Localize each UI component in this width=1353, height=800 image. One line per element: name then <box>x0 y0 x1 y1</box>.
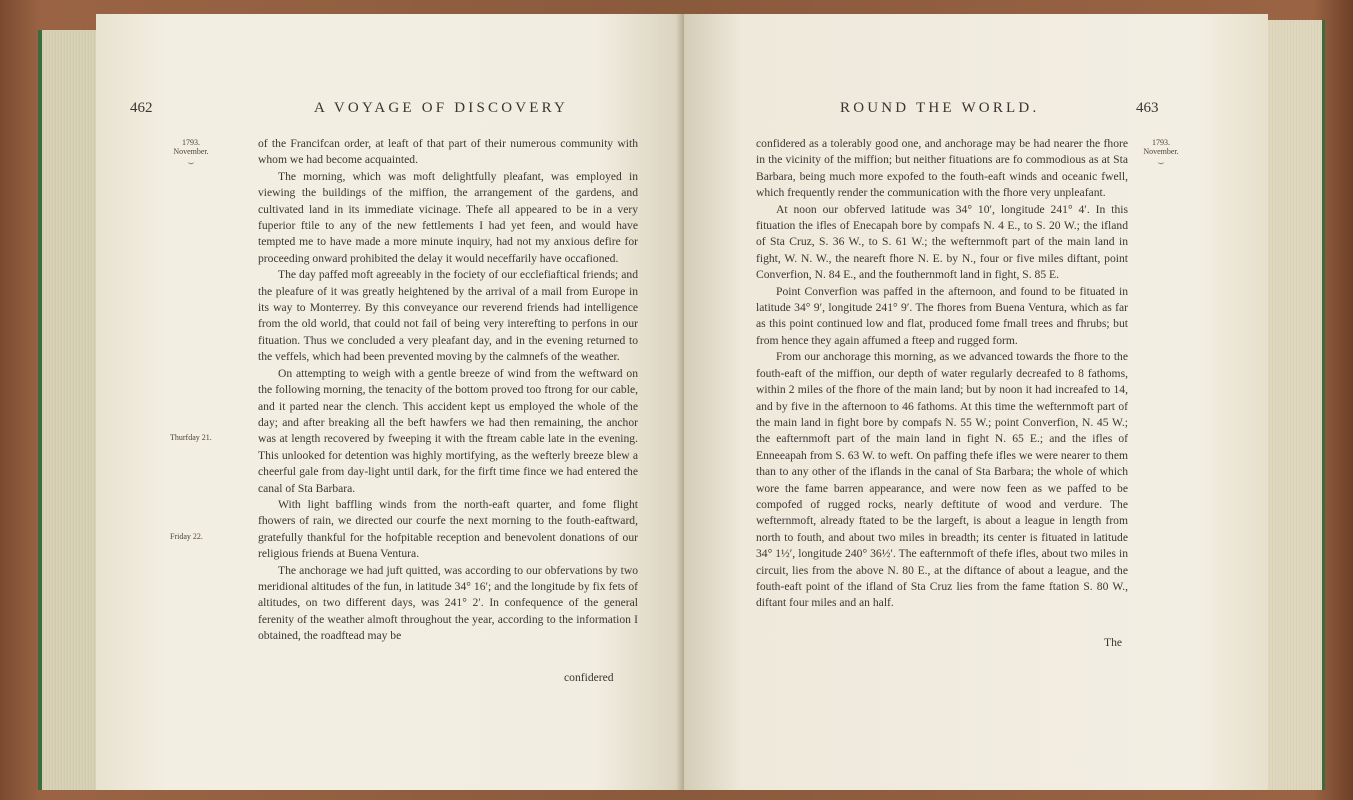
body-text-left <box>258 136 638 645</box>
catchword-left: confidered <box>564 671 614 684</box>
right-page <box>684 14 1268 790</box>
running-header-left: A VOYAGE OF DISCOVERY <box>314 100 569 116</box>
paragraph: At noon our obferved latitude was 34° 10′, longitude 241° 4′. In this fituation the ifles of Enecapah bore by compafs N. 4 E., to S. 20 W.; the ifland of Sta Cruz, S. 36 W., to S. 61 W.; the wefternmoft part of the main land in fight, W. N. W., the neareft fhore N. E. by N., four or five miles diftant, point Converfion, N. 84 E., and the fouthernmoft land in fight, S. 85 E. <box>756 202 1128 282</box>
brace-icon: ⏟ <box>1158 154 1164 164</box>
running-header-right: ROUND THE WORLD. <box>840 100 1040 116</box>
margin-month: November. <box>173 147 209 156</box>
paragraph: With light baffling winds from the north-eaft quarter, and fome flight fhowers of rain, we directed our courfe the next morning to the fouth-eaftward, gratefully thankful for the hofpitable reception and benevolent donations of our religious friends at Buena Ventura. <box>258 497 638 561</box>
page-number-left: 462 <box>130 100 153 116</box>
paragraph: The anchorage we had juft quitted, was according to our obfervations by two meridional altitudes of the fun, in latitude 34° 16′; and the longitude by fix fets of altitudes, on two different days, was 241° 2′. In confequence of the general ferenity of the weather almoft throughout the year, according to the information I obtained, the roadftead may be <box>258 563 638 643</box>
body-text-right <box>756 136 1128 612</box>
paragraph: confidered as a tolerably good one, and anchorage may be had nearer the fhore in the vicinity of the miffion; but neither fituations are fo commodious as at Sta Barbara, being much more expofed to the fouth-eaft winds and oceanic fwell, which frequently render the communication with the fhore very unpleafant. <box>756 137 1128 200</box>
catchword-right: The <box>1104 636 1123 649</box>
paragraph: On attempting to weigh with a gentle breeze of wind from the weftward on the following morning, the tenacity of the bottom proved too ftrong for our cable, and it parted near the clench. This accident kept us employed the whole of the day; and after breaking all the beft hawfers we had then remaining, the anchor was at length recovered by fweeping it with the ftream cable late in the evening. This unlooked for detention was highly mortifying, as the wefterly breeze blew a cheerful gale from day-light until dark, for the firft time fince we had entered the canal of Sta Barbara. <box>258 366 638 495</box>
margin-year: 1793. <box>1152 138 1170 147</box>
paragraph: of the Francifcan order, at leaft of that part of their numerous community with whom we had become acquainted. <box>258 137 638 167</box>
brace-icon: ⏟ <box>188 154 194 164</box>
page-number-right: 463 <box>1136 100 1159 116</box>
page-edges-right <box>1262 20 1325 790</box>
paragraph: The day paffed moft agreeably in the fociety of our ecclefiaftical friends; and the pleafure of it was greatly heightened by the arrival of a mail from Europe in its way to Monterrey. By this conveyance our reverend friends had intelligence from the old world, that could not fail of being very interefting to perfons in our fituation. Thus we concluded a very pleafant day, and in the evening returned to the veffels, which had been prevented moving by the calmnefs of the weather. <box>258 268 638 364</box>
margin-year: 1793. <box>182 138 200 147</box>
paragraph: The morning, which was moft delightfully pleafant, was employed in viewing the buildings of the miffion, the arrangement of the gardens, and cultivated land in its immediate vicinage. Thefe all appeared to be in a very fuperior ftile to any of the new fettlements I had yet feen, and would have tempted me to have made a more minute inquiry, had not my anxious defire for proceeding onward prohibited the delay it would neceffarily have occafioned. <box>258 169 638 265</box>
margin-date-left <box>166 138 216 162</box>
margin-date-right <box>1136 138 1186 162</box>
paragraph: Point Converfion was paffed in the afternoon, and found to be fituated in latitude 34° 9′, longitude 241° 9′. The fhores from Buena Ventura, which as far as this point continued low and flat, produced fome fmall trees and fhrubs; but from hence they again affumed a fteep and rugged form. <box>756 284 1128 347</box>
margin-month: November. <box>1143 147 1179 156</box>
margin-note-thursday: Thurfday 21. <box>170 433 212 442</box>
left-page <box>96 14 684 790</box>
page-edges-left <box>38 30 104 790</box>
margin-note-friday: Friday 22. <box>170 532 203 541</box>
paragraph: From our anchorage this morning, as we advanced towards the fhore to the fouth-eaft of the miffion, our depth of water regularly decreafed to 8 fathoms, within 2 miles of the fhore of the main land; but by noon it had increafed to 14, and by five in the afternoon to 46 fathoms. At this time the wefternmoft part of the main land in fight bore by compafs N. 55 W.; point Converfion, N. 45 W.; the eafternmoft part of the main land in fight N. 65 E.; and the ifles of Enneeapah from S. 63 W. to weft. On paffing thefe ifles we were nearer to them than to any other of the iflands in the canal of Sta Barbara; the whole of which wore the fame barren appearance, and were now feen as we paffed to be compofed of rugged rocks, nearly deftitute of wood and verdure. The wefternmoft, already ftated to be the largeft, is about a league in length from north to fouth, and about two miles in breadth; its center is fituated in latitude 34° 1½′, longitude 240° 36½′. The eafternmoft of thefe ifles, about two miles in circuit, lies from the above N. 80 E., at the diftance of about a league, and the fouth-eaft point of the ifland of Sta Cruz lies from the fame ftation S. 80 W., diftant four miles and an half. <box>756 350 1128 610</box>
